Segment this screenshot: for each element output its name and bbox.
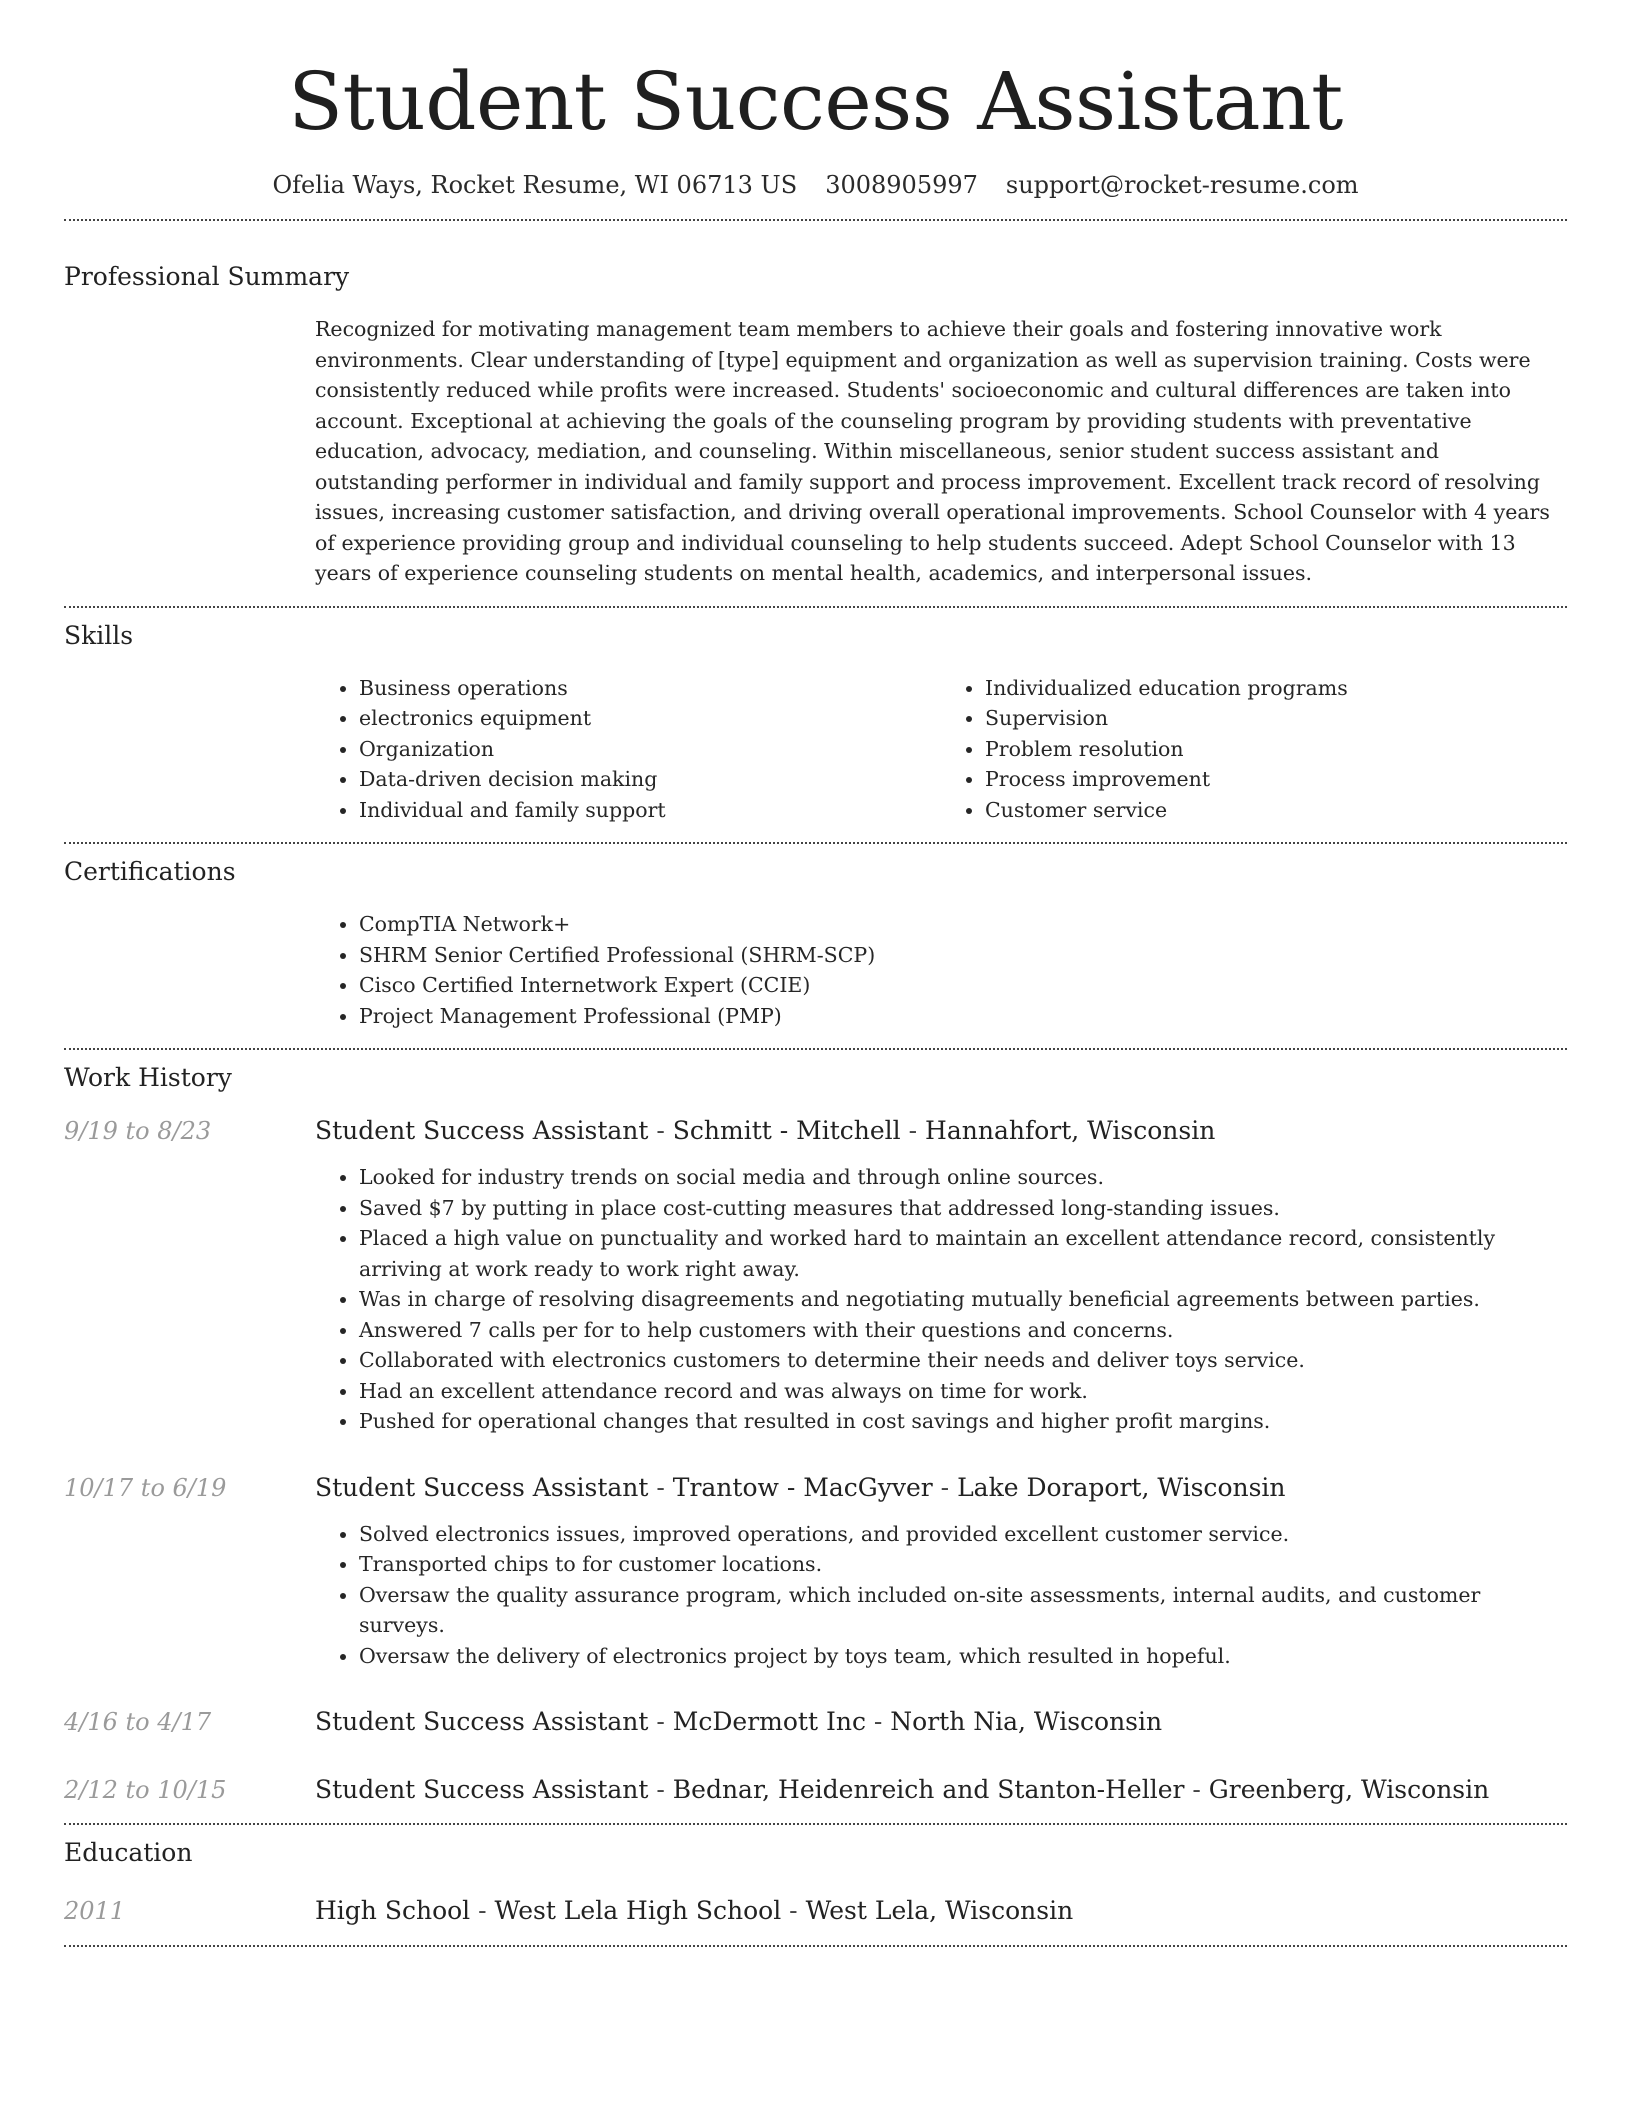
separator: - [865,1707,891,1736]
job-title [315,1471,1286,1505]
job-entry-header [64,1705,1567,1739]
section-title-work-history: Work History [64,1063,232,1092]
job-bullet: • Oversaw the delivery of electronics project by toys team, which resulted in hopeful. [359,1641,1567,1672]
contact-email[interactable]: support@rocket-resume.com [1005,171,1359,199]
skill-item: • Data-driven decision making [359,764,941,795]
divider [64,1823,1567,1825]
summary-text: Recognized for motivating management team members to achieve their goals and fostering innovative work environments. Clear understanding of [type] equipment and organization as well as supervision training. Costs were consistently reduced while profits were increased. Students' socioeconomic and cultural differences are taken into account. Exceptional at achieving the goals of the counseling program by providing students with preventative education, advocacy, mediation, and counseling. Within miscellaneous, senior student success assistant and outstanding performer in individual and family support and process improvement. Excellent track record of resolving issues, increasing customer satisfaction, and driving overall operational improvements. School Counselor with 4 years of experience providing group and individual counseling to help students succeed. Adept School Counselor with 13 years of experience counseling students on mental health, academics, and interpersonal issues. [315,317,1550,585]
job-dates: 4/16 to 4/17 [64,1708,212,1736]
skill-item: • Organization [359,734,941,765]
job-bullets [315,1162,1567,1437]
certification-item: • Cisco Certified Internetwork Expert (CCIE) [359,970,1567,1001]
job-bullet: • Oversaw the quality assurance program, which included on-site assessments, internal audits, and customer surveys. [359,1580,1567,1641]
contact-line [64,168,1567,202]
job-role: Student Success Assistant [315,1116,649,1145]
education-entry [64,1894,1567,1928]
job-bullet: • Saved $7 by putting in place cost-cutting measures that addressed long-standing issues. [359,1193,1567,1224]
job-bullet: • Collaborated with electronics customers to determine their needs and deliver toys service. [359,1345,1567,1376]
job-company: Bednar, Heidenreich and Stanton-Heller [672,1775,1185,1804]
section-title-summary: Professional Summary [64,262,350,291]
job-role: Student Success Assistant [315,1472,649,1502]
skill-item: • Business operations [359,673,941,704]
job-bullet: • Pushed for operational changes that resulted in cost savings and higher profit margins. [359,1406,1567,1437]
job-bullet: • Was in charge of resolving disagreements and negotiating mutually beneficial agreements between parties. [359,1284,1567,1315]
job-title [315,1114,1215,1148]
job-title [315,1773,1489,1807]
section-title-certifications: Certifications [64,857,236,886]
separator: - [648,1775,673,1804]
job-role: Student Success Assistant [315,1775,649,1804]
job-location: Hannahfort, Wisconsin [925,1116,1216,1145]
certification-item: • Project Management Professional (PMP) [359,1001,1567,1032]
separator: - [781,1896,806,1925]
skills-column-left [315,673,941,826]
job-bullets [315,1519,1567,1672]
education-location: West Lela, Wisconsin [805,1896,1074,1925]
divider [64,606,1567,608]
job-dates: 9/19 to 8/23 [64,1117,212,1145]
skill-item: • Individualized education programs [985,673,1567,704]
job-location: Greenberg, Wisconsin [1208,1775,1490,1804]
certification-item: • CompTIA Network+ [359,909,1567,940]
job-company: McDermott Inc [672,1707,866,1736]
job-bullet: • Answered 7 calls per for to help customers with their questions and concerns. [359,1315,1567,1346]
section-title-skills: Skills [64,620,134,650]
education-degree: High School [315,1896,471,1925]
skill-item: • Supervision [985,703,1567,734]
job-location: North Nia, Wisconsin [890,1707,1163,1736]
education-date: 2011 [64,1897,126,1925]
job-company: Schmitt - Mitchell [672,1116,901,1145]
separator: - [1184,1775,1209,1804]
certifications-list [315,909,1567,1031]
job-dates: 2/12 to 10/15 [64,1776,227,1804]
skills-list [315,673,1567,826]
job-bullet: • Placed a high value on punctuality and worked hard to maintain an excellent attendance record, consistently arriving at work ready to work right away. [359,1223,1567,1284]
skill-item: • Customer service [985,795,1567,826]
certification-item: • SHRM Senior Certified Professional (SHRM-SCP) [359,940,1567,971]
divider [64,219,1567,221]
resume-page [64,0,1567,1947]
job-entry-header [64,1114,1567,1148]
education-title [315,1894,1073,1928]
divider [64,1048,1567,1050]
separator: - [470,1896,495,1925]
divider [64,1945,1567,1947]
separator: - [932,1472,958,1502]
separator: - [648,1707,673,1736]
divider [64,842,1567,844]
skills-column-right [941,673,1567,826]
job-bullet: • Looked for industry trends on social media and through online sources. [359,1162,1567,1193]
separator: - [648,1472,673,1502]
job-entry-header [64,1471,1567,1505]
separator: - [900,1116,926,1145]
skill-item: • Individual and family support [359,795,941,826]
resume-name: Student Success Assistant [288,55,1343,148]
job-location: Lake Doraport, Wisconsin [957,1472,1286,1502]
education-school: West Lela High School [494,1896,782,1925]
job-company: Trantow - MacGyver [672,1472,933,1502]
job-dates: 10/17 to 6/19 [64,1473,227,1502]
job-bullet: • Had an excellent attendance record and was always on time for work. [359,1376,1567,1407]
job-role: Student Success Assistant [315,1707,649,1736]
job-entry-header [64,1773,1567,1807]
contact-phone: 3008905997 [825,171,978,199]
separator: - [648,1116,673,1145]
section-title-education: Education [64,1838,193,1867]
skill-item: • electronics equipment [359,703,941,734]
skill-item: • Problem resolution [985,734,1567,765]
job-title [315,1705,1162,1739]
contact-address: Ofelia Ways, Rocket Resume, WI 06713 US [272,171,798,199]
job-bullet: • Solved electronics issues, improved operations, and provided excellent customer service. [359,1519,1567,1550]
skill-item: • Process improvement [985,764,1567,795]
job-bullet: • Transported chips to for customer locations. [359,1549,1567,1580]
